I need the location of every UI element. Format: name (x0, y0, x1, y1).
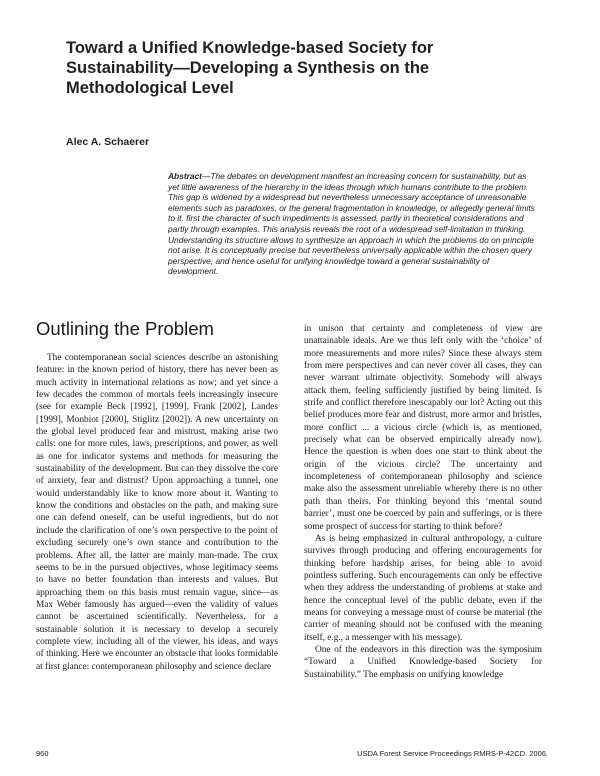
page-number: 960 (36, 749, 49, 758)
abstract (168, 171, 538, 277)
article-title (66, 38, 536, 98)
left-column (36, 352, 278, 673)
paragraph: As is being emphasized in cultural anthropology, a culture survives through producing and offering encouragements for thinking before hardship arises, for being able to avoid pointless suffering. Such encouragements can only be effective when they address the understanding of problems at stake and hence the conceptual level of the public debate, even if the means for conveying a message must of course be material (the carrier of meaning should not be confused with the meaning itself, e.g., a messenger with his message). (304, 533, 542, 643)
title-line: Sustainability—Developing a Synthesis on the (66, 59, 430, 77)
abstract-text: —The debates on development manifest an increasing concern for sustainability, but as yet little awareness of the hierarchy in the ideas through which humans contribute to the problem. This gap is widened by a widespread but nevertheless unnecessary acceptance of unreasonable elements such as paradoxes, or the general fragmentation in knowledge, or allegedly general limits to it. first the character of such impediments is assessed, partly in theoretical considerations and partly through examples. This analysis reveals the root of a widespread self-limitation in thinking. Understanding its structure allows to synthesize an approach in which the problems do on principle not arise. It is conceptually precise but nevertheless universally applicable within the chosen query perspective, and hence useful for unifying knowledge toward a general sustainability of development. (168, 171, 535, 277)
title-line: Toward a Unified Knowledge-based Society for (66, 39, 434, 57)
paragraph: The contemporanean social sciences describe an astonishing feature: in the known period of history, there has never been as much activity in international relations as now; and yet since a few decades the common of mortals feels increasingly insecure (see for example Beck [1992], [1999], Frank [2002], Landes [1999], Monbiot [2000], Stiglitz [2002]). A new uncertainty on the global level produced fear and mistrust, making arise two calls: one for more rules, laws, prescriptions, and power, as well as one for indicator systems and methods for measuring the sustainability of the development. But can they dissolve the core of anxiety, fear and distrust? Upon approaching a tunnel, one would understandably like to know more about it. Wanting to know the conditions and obstacles on the path, and making sure one can defend oneself, can be useful ingredients, but do not include the clarification of one’s own perspective to the point of excluding securely one’s own stance and contribution to the problems. After all, the latter are mainly man-made. The crux seems to be in the pursued objectives, whose legitimacy seems to have no better foundation than interests and values. But approaching them on this basis must remain vague, since—as Max Weber famously has argued—even the validity of values cannot be ascertained scientifically. Nevertheless, for a sustainable solution it is necessary to develop a securely complete view, including all of the viewer, his ideas, and ways of thinking. Here we encounter an obstacle that looks formidable at first glance: contemporanean philosophy and science declare (36, 353, 278, 672)
title-line: Methodological Level (66, 79, 234, 97)
abstract-label: Abstract (168, 171, 202, 181)
right-column (304, 323, 542, 681)
paragraph: in unison that certainty and completeness of view are unattainable ideals. Are we thus left only with the ‘choice’ of more measurements and more rules? Since these always stem from mere perspectives and can never cover all cases, they can never warrant ultimate objectivity. Somebody will always attack them, feeling sufficiently justified by being limited. Is strife and conflict therefore inescapably our lot? Acting out this belief produces more fear and distrust, more armor and bristles, more conflict ... a vicious circle (which is, as mentioned, precisely what can be observed empirically already now). Hence the question is when does one start to think about the origin of the vicious circle? The uncertainty and incompleteness of contemporanean philosophy and science make also the assessment unreliable whereby there is no other path than theirs. For thinking beyond this ‘mental sound barrier’, must one be coerced by pain and sufferings, or is there some prospect of success for starting to think before? (304, 324, 542, 532)
section-heading: Outlining the Problem (36, 318, 214, 339)
publication-source: USDA Forest Service Proceedings RMRS-P-42CD. 2006. (357, 749, 548, 758)
author-name: Alec A. Schaerer (66, 136, 150, 148)
paragraph: One of the endeavors in this direction was the symposium “Toward a Unified Knowledge-based Society for Sustainability.” The emphasis on unifying knowledge (304, 644, 542, 680)
